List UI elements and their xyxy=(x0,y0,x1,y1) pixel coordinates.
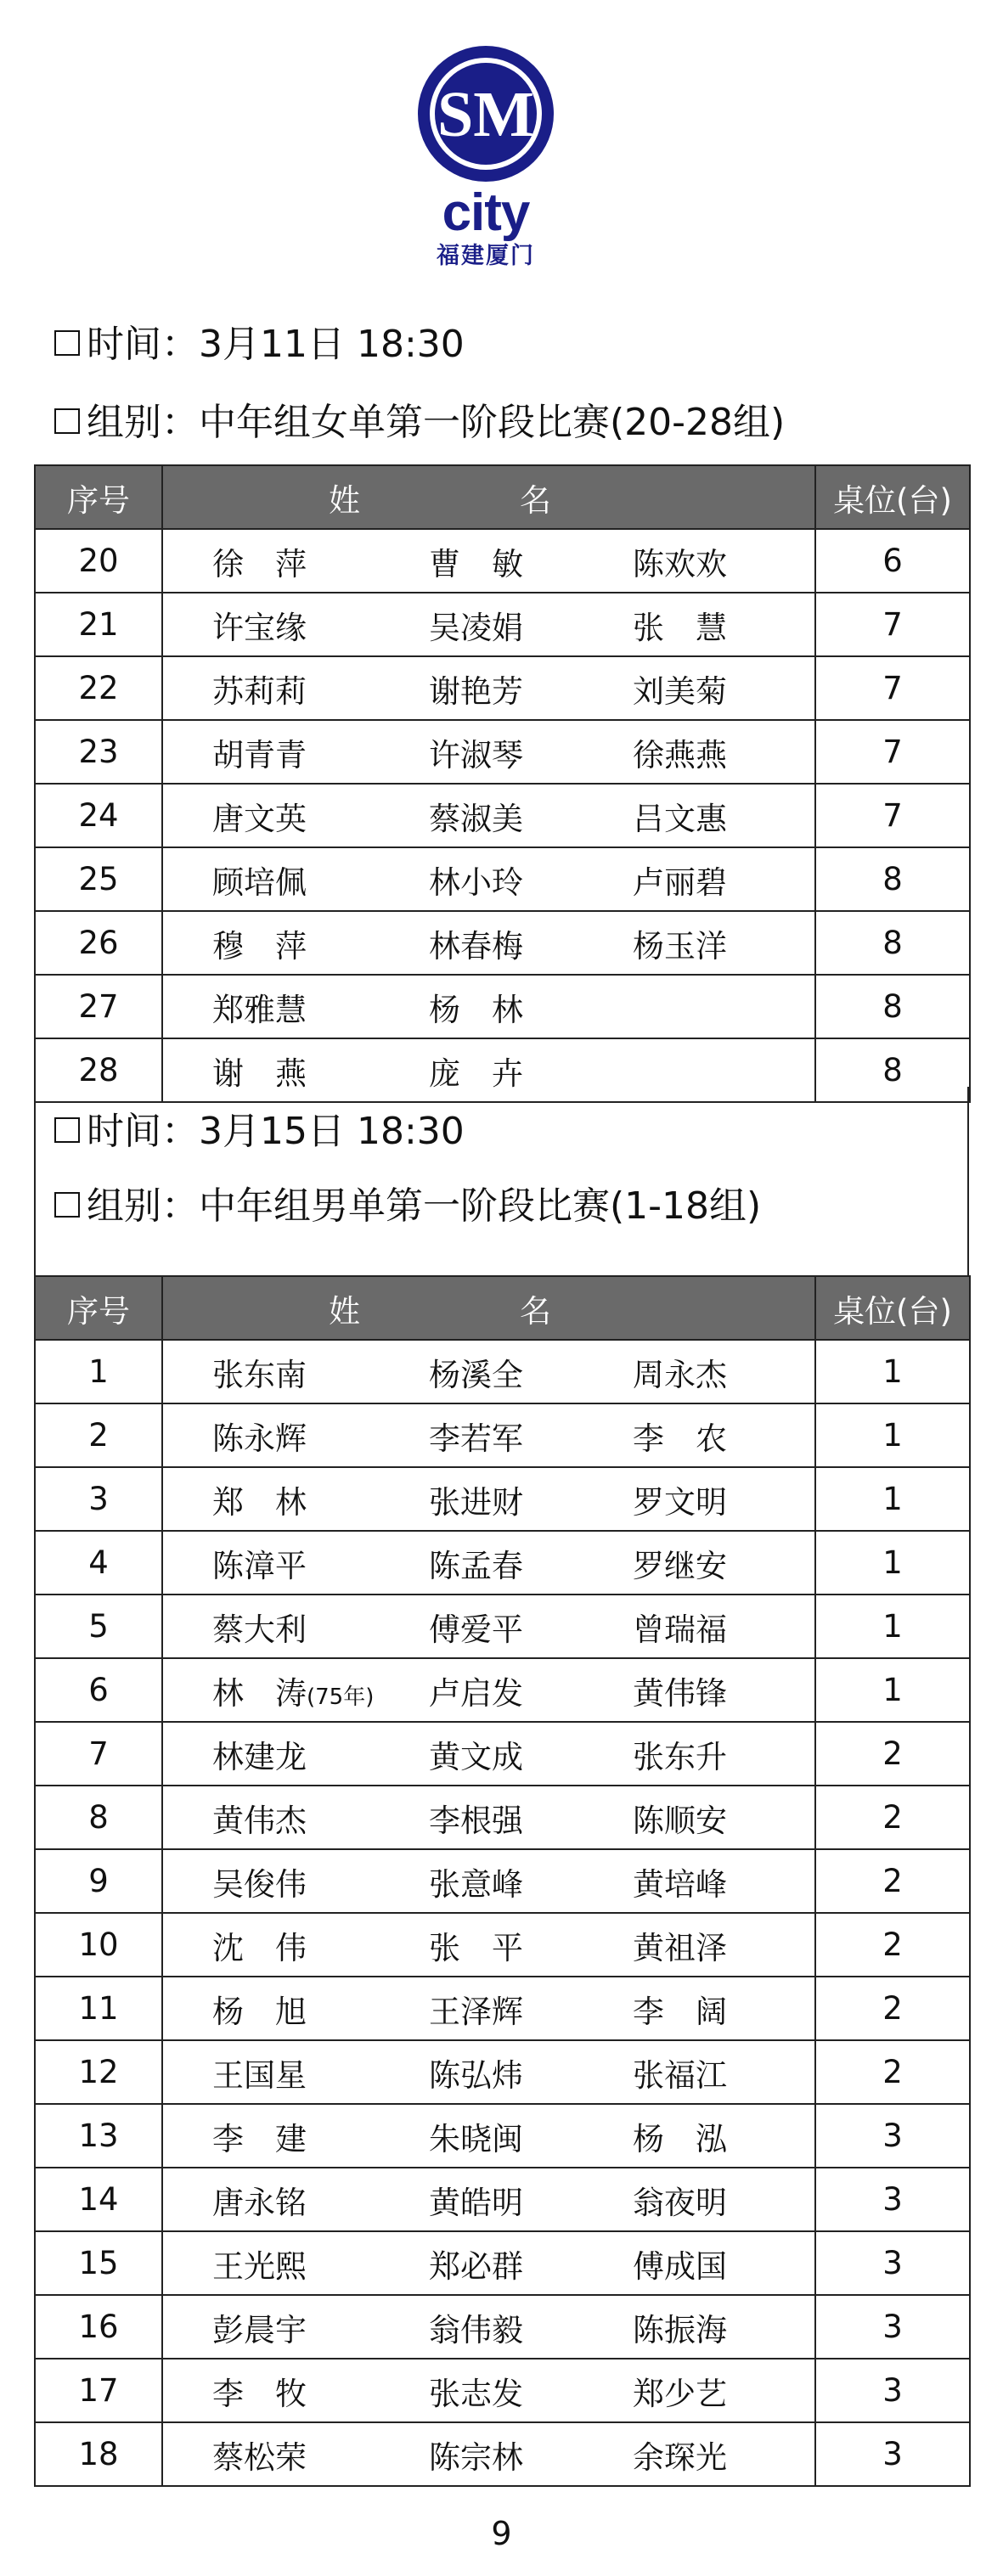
row-seq: 1 xyxy=(35,1340,162,1403)
player-name xyxy=(633,857,727,903)
section1-group-text: 组别：中年组女单第一阶段比赛(20-28组) xyxy=(87,401,786,444)
header-name xyxy=(162,1276,815,1340)
player-name xyxy=(429,2368,523,2414)
player-name xyxy=(633,602,727,648)
table-row xyxy=(35,2359,970,2422)
player-name-text: 王光熙 xyxy=(212,2247,307,2285)
player-name xyxy=(429,1349,523,1395)
row-seq: 6 xyxy=(35,1658,162,1722)
row-seq: 14 xyxy=(35,2168,162,2231)
player-name xyxy=(633,2050,727,2095)
player-name xyxy=(429,1604,523,1650)
row-table-no: 7 xyxy=(815,720,970,784)
table-row xyxy=(35,2168,970,2231)
header-seq: 序号 xyxy=(35,1276,162,1340)
player-name-text: 李若军 xyxy=(429,1420,523,1457)
player-name-text: 周永杰 xyxy=(633,1356,727,1393)
row-seq: 15 xyxy=(35,2231,162,2295)
player-name xyxy=(633,729,727,775)
player-name-text: 谢 燕 xyxy=(212,1055,307,1092)
player-name-text: 蔡松荣 xyxy=(212,2438,307,2476)
row-seq: 5 xyxy=(35,1595,162,1658)
table-row xyxy=(35,2422,970,2486)
table-row xyxy=(35,911,970,975)
row-seq: 2 xyxy=(35,1403,162,1467)
player-name-text: 唐文英 xyxy=(212,800,307,837)
row-players xyxy=(162,1722,815,1786)
player-name-text: 徐燕燕 xyxy=(633,736,727,773)
player-name xyxy=(212,857,307,903)
player-name-text: 唐永铭 xyxy=(212,2184,307,2221)
player-name-text: 陈振海 xyxy=(633,2311,727,2348)
row-table-no: 1 xyxy=(815,1658,970,1722)
player-name xyxy=(633,1349,727,1395)
table-row xyxy=(35,1340,970,1403)
row-table-no: 2 xyxy=(815,1786,970,1849)
row-seq: 22 xyxy=(35,656,162,720)
row-players xyxy=(162,2104,815,2168)
player-name xyxy=(429,1540,523,1586)
player-name xyxy=(429,857,523,903)
table-row xyxy=(35,656,970,720)
player-name xyxy=(212,2177,307,2223)
header-name-right: 名 xyxy=(520,1292,551,1330)
row-players xyxy=(162,2040,815,2104)
row-table-no: 1 xyxy=(815,1403,970,1467)
row-players xyxy=(162,911,815,975)
table-row xyxy=(35,1722,970,1786)
player-name-text: 张东升 xyxy=(633,1738,727,1775)
row-players xyxy=(162,2168,815,2231)
player-name-text: 彭晨宇 xyxy=(212,2311,307,2348)
player-name-text: 陈孟春 xyxy=(429,1547,523,1584)
player-name xyxy=(212,793,307,839)
table-header-row xyxy=(35,1276,970,1340)
player-name-text: 许宝缘 xyxy=(212,609,307,646)
player-name xyxy=(212,1540,307,1586)
player-name xyxy=(429,538,523,584)
player-name-text: 李 建 xyxy=(212,2120,307,2157)
player-name-text: 余琛光 xyxy=(633,2438,727,2476)
header-name xyxy=(162,465,815,529)
player-name-text: 陈永辉 xyxy=(212,1420,307,1457)
row-players xyxy=(162,1340,815,1403)
player-name xyxy=(212,2241,307,2286)
row-table-no: 2 xyxy=(815,2040,970,2104)
row-table-no: 3 xyxy=(815,2295,970,2359)
player-name-text: 傅爱平 xyxy=(429,1611,523,1648)
player-name xyxy=(429,666,523,711)
sm-logo-icon xyxy=(414,42,557,185)
player-name-text: 黄伟锋 xyxy=(633,1674,727,1712)
player-name-text: 张福江 xyxy=(633,2056,727,2094)
table-row xyxy=(35,1595,970,1658)
player-name-text: 李根强 xyxy=(429,1802,523,1839)
table-row xyxy=(35,1658,970,1722)
row-players xyxy=(162,1786,815,1849)
table-row xyxy=(35,2040,970,2104)
row-seq: 3 xyxy=(35,1467,162,1531)
row-players xyxy=(162,1595,815,1658)
player-name-text: 吴凌娟 xyxy=(429,609,523,646)
player-name xyxy=(429,1859,523,1904)
checkbox-icon xyxy=(54,330,80,356)
player-name-text: 吴俊伟 xyxy=(212,1865,307,1903)
table-row xyxy=(35,784,970,847)
player-name-text: 苏莉莉 xyxy=(212,672,307,710)
row-players xyxy=(162,1913,815,1977)
player-name xyxy=(633,1922,727,1968)
row-table-no: 8 xyxy=(815,975,970,1038)
player-name xyxy=(429,1986,523,2032)
player-name xyxy=(212,1668,374,1713)
row-table-no: 1 xyxy=(815,1467,970,1531)
row-table-no: 3 xyxy=(815,2231,970,2295)
player-name xyxy=(212,729,307,775)
player-name xyxy=(429,793,523,839)
men-singles-table xyxy=(34,1275,971,2487)
row-players xyxy=(162,2359,815,2422)
player-name xyxy=(633,2368,727,2414)
row-seq: 13 xyxy=(35,2104,162,2168)
player-name xyxy=(212,1604,307,1650)
table-row xyxy=(35,1467,970,1531)
player-name xyxy=(429,729,523,775)
row-players xyxy=(162,2231,815,2295)
row-seq: 20 xyxy=(35,529,162,593)
section1-group xyxy=(54,399,785,447)
player-name-text: 杨玉洋 xyxy=(633,927,727,965)
player-name-text: 张 慧 xyxy=(633,609,727,646)
player-name-text: 卢启发 xyxy=(429,1674,523,1712)
player-name xyxy=(633,2241,727,2286)
player-name-text: 陈欢欢 xyxy=(633,545,727,582)
player-name-text: 林建龙 xyxy=(212,1738,307,1775)
row-players xyxy=(162,720,815,784)
player-name xyxy=(212,1922,307,1968)
row-table-no: 7 xyxy=(815,656,970,720)
player-name-text: 郑必群 xyxy=(429,2247,523,2285)
row-seq: 17 xyxy=(35,2359,162,2422)
player-name xyxy=(212,2304,307,2350)
table-row xyxy=(35,2104,970,2168)
player-name-text: 王国星 xyxy=(212,2056,307,2094)
row-table-no: 3 xyxy=(815,2422,970,2486)
table-row xyxy=(35,847,970,911)
table-row xyxy=(35,1849,970,1913)
player-name xyxy=(212,538,307,584)
table-row xyxy=(35,1403,970,1467)
player-name-text: 陈弘炜 xyxy=(429,2056,523,2094)
row-players xyxy=(162,593,815,656)
player-name-text: 曾瑞福 xyxy=(633,1611,727,1648)
player-name xyxy=(633,2177,727,2223)
player-note: (75年) xyxy=(307,1684,375,1710)
player-name-text: 黄培峰 xyxy=(633,1865,727,1903)
row-players xyxy=(162,1849,815,1913)
player-name xyxy=(633,538,727,584)
header-name-left: 姓 xyxy=(329,1292,360,1330)
player-name-text: 林小玲 xyxy=(429,863,523,901)
player-name-text: 蔡大利 xyxy=(212,1611,307,1648)
player-name-text: 张东南 xyxy=(212,1356,307,1393)
row-players xyxy=(162,1403,815,1467)
row-seq: 10 xyxy=(35,1913,162,1977)
player-name xyxy=(633,666,727,711)
player-name xyxy=(212,1795,307,1841)
row-seq: 8 xyxy=(35,1786,162,1849)
row-players xyxy=(162,1977,815,2040)
row-table-no: 3 xyxy=(815,2168,970,2231)
player-name xyxy=(633,1986,727,2032)
row-table-no: 8 xyxy=(815,911,970,975)
player-name-text: 黄文成 xyxy=(429,1738,523,1775)
checkbox-icon xyxy=(54,1192,80,1218)
table-row xyxy=(35,1977,970,2040)
row-table-no: 8 xyxy=(815,1038,970,1102)
row-seq: 4 xyxy=(35,1531,162,1595)
row-players xyxy=(162,2422,815,2486)
row-seq: 12 xyxy=(35,2040,162,2104)
player-name-text: 顾培佩 xyxy=(212,863,307,901)
table-row xyxy=(35,2295,970,2359)
row-seq: 11 xyxy=(35,1977,162,2040)
player-name xyxy=(429,1476,523,1522)
player-name xyxy=(633,2432,727,2478)
row-seq: 25 xyxy=(35,847,162,911)
player-name xyxy=(633,1795,727,1841)
player-name xyxy=(429,2177,523,2223)
row-table-no: 1 xyxy=(815,1595,970,1658)
section2-time xyxy=(54,1108,465,1156)
player-name xyxy=(429,1731,523,1777)
player-name xyxy=(212,2368,307,2414)
player-name-text: 罗文明 xyxy=(633,1483,727,1521)
player-name-text: 黄祖泽 xyxy=(633,1929,727,1966)
player-name-text: 许淑琴 xyxy=(429,736,523,773)
logo-mark: SM xyxy=(437,79,534,150)
player-name-text: 胡青青 xyxy=(212,736,307,773)
player-name xyxy=(633,1731,727,1777)
row-table-no: 2 xyxy=(815,1913,970,1977)
table-row xyxy=(35,1786,970,1849)
player-name xyxy=(429,2113,523,2159)
player-name xyxy=(429,2432,523,2478)
row-table-no: 3 xyxy=(815,2359,970,2422)
player-name-text: 杨 泓 xyxy=(633,2120,727,2157)
table-row xyxy=(35,1531,970,1595)
player-name-text: 李 阔 xyxy=(633,1993,727,2030)
player-name-text: 吕文惠 xyxy=(633,800,727,837)
player-name-text: 张进财 xyxy=(429,1483,523,1521)
player-name-text: 郑雅慧 xyxy=(212,991,307,1028)
row-table-no: 2 xyxy=(815,1849,970,1913)
player-name-text: 庞 卉 xyxy=(429,1055,523,1092)
section2-time-text: 时间：3月15日 18:30 xyxy=(87,1110,465,1153)
player-name-text: 谢艳芳 xyxy=(429,672,523,710)
row-seq: 9 xyxy=(35,1849,162,1913)
table-row xyxy=(35,529,970,593)
row-players xyxy=(162,975,815,1038)
player-name xyxy=(429,602,523,648)
player-name xyxy=(633,2113,727,2159)
player-name xyxy=(429,2241,523,2286)
player-name-text: 黄皓明 xyxy=(429,2184,523,2221)
player-name xyxy=(212,602,307,648)
player-name-text: 王泽辉 xyxy=(429,1993,523,2030)
row-table-no: 7 xyxy=(815,593,970,656)
row-seq: 27 xyxy=(35,975,162,1038)
player-name xyxy=(212,1859,307,1904)
player-name xyxy=(429,1922,523,1968)
checkbox-icon xyxy=(54,1117,80,1143)
player-name-text: 沈 伟 xyxy=(212,1929,307,1966)
player-name-text: 林 涛 xyxy=(212,1674,307,1712)
row-seq: 26 xyxy=(35,911,162,975)
section2-group xyxy=(54,1183,761,1230)
row-table-no: 1 xyxy=(815,1531,970,1595)
player-name xyxy=(212,920,307,966)
player-name-text: 朱晓闽 xyxy=(429,2120,523,2157)
player-name xyxy=(429,1795,523,1841)
player-name-text: 张意峰 xyxy=(429,1865,523,1903)
page-number: 9 xyxy=(491,2515,512,2552)
player-name xyxy=(212,1731,307,1777)
row-seq: 18 xyxy=(35,2422,162,2486)
row-players xyxy=(162,784,815,847)
player-name xyxy=(429,1668,523,1713)
table-row xyxy=(35,2231,970,2295)
player-name xyxy=(429,1413,523,1459)
sm-city-logo xyxy=(414,42,557,270)
header-name-right: 名 xyxy=(520,481,551,519)
table-row xyxy=(35,1913,970,1977)
table-row xyxy=(35,720,970,784)
player-name-text: 曹 敏 xyxy=(429,545,523,582)
women-singles-table xyxy=(34,464,971,1103)
row-players xyxy=(162,847,815,911)
player-name xyxy=(429,2304,523,2350)
header-seq: 序号 xyxy=(35,465,162,529)
table-header-row xyxy=(35,465,970,529)
player-name-text: 陈漳平 xyxy=(212,1547,307,1584)
row-table-no: 7 xyxy=(815,784,970,847)
player-name xyxy=(429,984,523,1030)
player-name-text: 张志发 xyxy=(429,2375,523,2412)
player-name xyxy=(633,1668,727,1713)
player-name xyxy=(212,1349,307,1395)
player-name xyxy=(633,1413,727,1459)
row-seq: 23 xyxy=(35,720,162,784)
player-name xyxy=(429,2050,523,2095)
player-name-text: 杨 旭 xyxy=(212,1993,307,2030)
header-table-no: 桌位(台) xyxy=(815,1276,970,1340)
player-name xyxy=(212,1476,307,1522)
table-row xyxy=(35,593,970,656)
row-seq: 28 xyxy=(35,1038,162,1102)
player-name xyxy=(212,2113,307,2159)
player-name-text: 李 农 xyxy=(633,1420,727,1457)
row-players xyxy=(162,529,815,593)
player-name-text: 蔡淑美 xyxy=(429,800,523,837)
row-table-no: 6 xyxy=(815,529,970,593)
logo-location: 福建厦门 xyxy=(437,243,535,269)
player-name xyxy=(633,2304,727,2350)
section2-group-text: 组别：中年组男单第一阶段比赛(1-18组) xyxy=(87,1184,762,1228)
player-name xyxy=(633,793,727,839)
player-name xyxy=(212,666,307,711)
row-seq: 21 xyxy=(35,593,162,656)
player-name xyxy=(633,1604,727,1650)
row-seq: 16 xyxy=(35,2295,162,2359)
player-name-text: 翁夜明 xyxy=(633,2184,727,2221)
section1-time-text: 时间：3月11日 18:30 xyxy=(87,323,465,366)
player-name-text: 刘美菊 xyxy=(633,672,727,710)
player-name-text: 陈顺安 xyxy=(633,1802,727,1839)
player-name-text: 杨溪全 xyxy=(429,1356,523,1393)
player-name-text: 林春梅 xyxy=(429,927,523,965)
player-name xyxy=(633,1540,727,1586)
player-name xyxy=(633,1476,727,1522)
player-name-text: 李 牧 xyxy=(212,2375,307,2412)
row-players xyxy=(162,2295,815,2359)
header-name-left: 姓 xyxy=(329,481,360,519)
player-name xyxy=(633,920,727,966)
player-name xyxy=(429,920,523,966)
player-name xyxy=(212,2432,307,2478)
player-name-text: 卢丽碧 xyxy=(633,863,727,901)
checkbox-icon xyxy=(54,408,80,434)
row-players xyxy=(162,656,815,720)
player-name-text: 张 平 xyxy=(429,1929,523,1966)
player-name-text: 郑 林 xyxy=(212,1483,307,1521)
player-name-text: 黄伟杰 xyxy=(212,1802,307,1839)
logo-brand: city xyxy=(442,183,530,242)
player-name xyxy=(212,1413,307,1459)
player-name-text: 陈宗林 xyxy=(429,2438,523,2476)
player-name-text: 穆 萍 xyxy=(212,927,307,965)
player-name xyxy=(212,984,307,1030)
row-players xyxy=(162,1467,815,1531)
player-name-text: 徐 萍 xyxy=(212,545,307,582)
row-table-no: 8 xyxy=(815,847,970,911)
row-seq: 24 xyxy=(35,784,162,847)
header-table-no: 桌位(台) xyxy=(815,465,970,529)
player-name-text: 郑少艺 xyxy=(633,2375,727,2412)
row-seq: 7 xyxy=(35,1722,162,1786)
section1-time xyxy=(54,321,465,368)
player-name-text: 罗继安 xyxy=(633,1547,727,1584)
row-table-no: 2 xyxy=(815,1722,970,1786)
row-table-no: 1 xyxy=(815,1340,970,1403)
player-name-text: 杨 林 xyxy=(429,991,523,1028)
player-name-text: 傅成国 xyxy=(633,2247,727,2285)
row-table-no: 2 xyxy=(815,1977,970,2040)
table-row xyxy=(35,975,970,1038)
row-players xyxy=(162,1658,815,1722)
player-name-text: 翁伟毅 xyxy=(429,2311,523,2348)
player-name xyxy=(633,1859,727,1904)
row-table-no: 3 xyxy=(815,2104,970,2168)
player-name xyxy=(212,1986,307,2032)
player-name xyxy=(212,2050,307,2095)
row-players xyxy=(162,1531,815,1595)
